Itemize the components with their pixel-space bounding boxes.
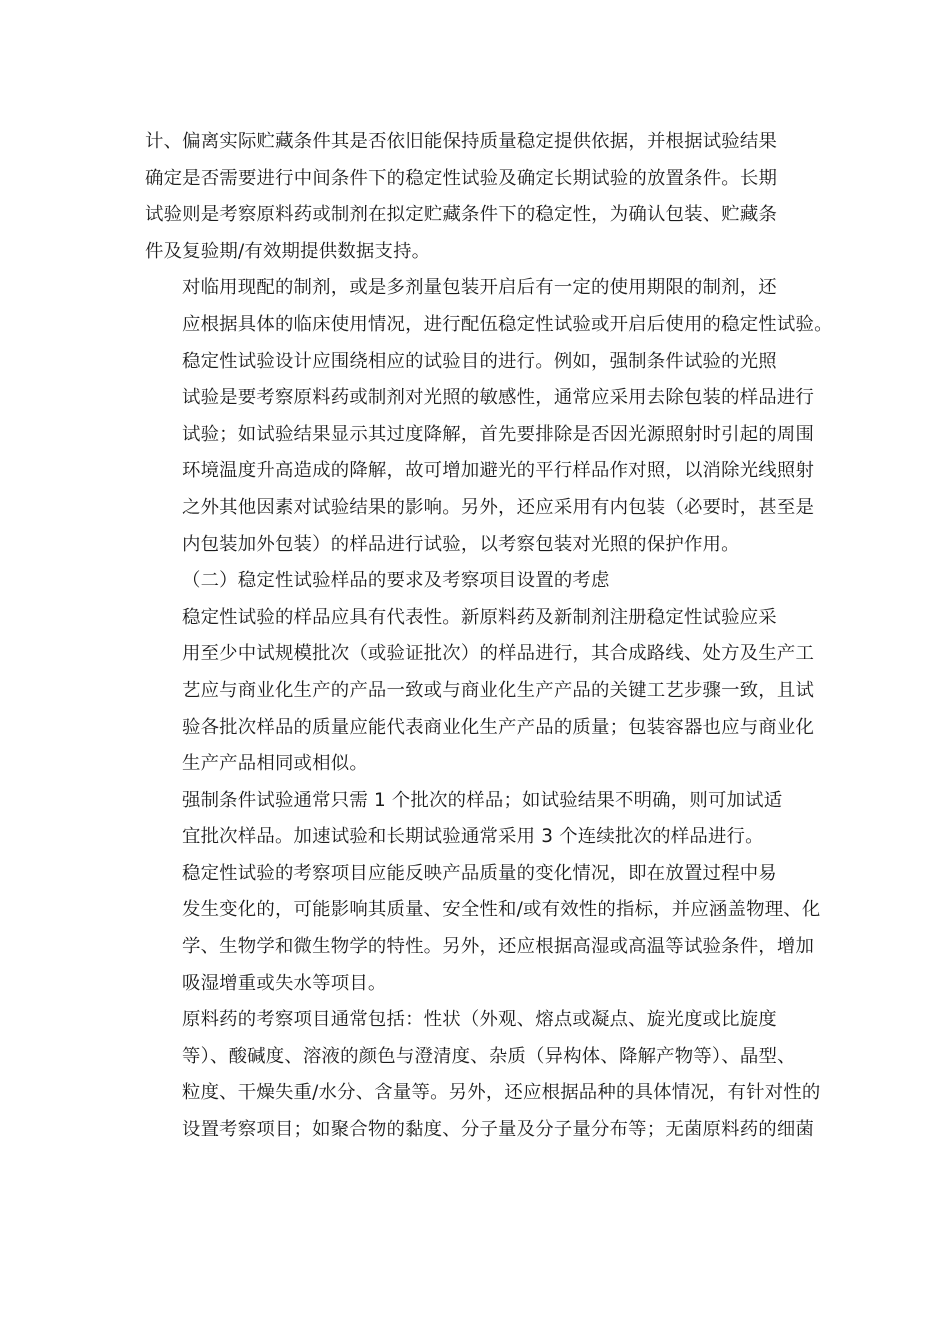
text-line: 之外其他因素对试验结果的影响。另外，还应采用有内包装（必要时，甚至是 [182, 496, 815, 518]
text-line: （二）稳定性试验样品的要求及考察项目设置的考虑 [182, 570, 610, 592]
text-line: 验各批次样品的质量应能代表商业化生产产品的质量；包装容器也应与商业化 [182, 716, 815, 738]
text-line: 艺应与商业化生产的产品一致或与商业化生产产品的关键工艺步骤一致，且试 [182, 679, 815, 701]
paragraph [145, 783, 807, 856]
text-line: 宜批次样品。加速试验和长期试验通常采用 3 个连续批次的样品进行。 [182, 826, 764, 848]
text-line: 计、偏离实际贮藏条件其是否依旧能保持质量稳定提供依据，并根据试验结果 [145, 131, 778, 152]
text-line: 学、生物学和微生物学的特性。另外，还应根据高湿或高温等试验条件，增加 [182, 936, 815, 958]
paragraph [145, 1002, 821, 1148]
text-line: 试验则是考察原料药或制剂在拟定贮藏条件下的稳定性，为确认包装、贮藏条 [145, 204, 778, 226]
text-line: 对临用现配的制剂，或是多剂量包装开启后有一定的使用期限的制剂，还 [182, 277, 777, 299]
text-line: 用至少中试规模批次（或验证批次）的样品进行，其合成路线、处方及生产工 [182, 643, 815, 665]
text-line: 确定是否需要进行中间条件下的稳定性试验及确定长期试验的放置条件。长期 [145, 167, 778, 189]
section-heading [145, 563, 807, 600]
text-line: 发生变化的，可能影响其质量、安全性和/或有效性的指标，并应涵盖物理、化 [182, 899, 821, 921]
text-line: 内包装加外包装）的样品进行试验，以考察包装对光照的保护作用。 [182, 533, 740, 555]
text-line: 稳定性试验设计应围绕相应的试验目的进行。例如，强制条件试验的光照 [182, 350, 777, 372]
text-line: 件及复验期/有效期提供数据支持。 [145, 240, 431, 262]
text-line: 吸湿增重或失水等项目。 [182, 972, 387, 994]
text-line: 粒度、干燥失重/水分、含量等。另外，还应根据品种的具体情况，有针对性的 [182, 1082, 821, 1104]
text-line: 生产产品相同或相似。 [182, 753, 368, 775]
paragraph [145, 124, 807, 270]
text-line: 设置考察项目；如聚合物的黏度、分子量及分子量分布等；无菌原料药的细菌 [182, 1119, 815, 1141]
paragraph [145, 856, 821, 1002]
paragraph [145, 600, 815, 783]
text-line: 试验是要考察原料药或制剂对光照的敏感性，通常应采用去除包装的样品进行 [182, 387, 815, 409]
text-line: 等）、酸碱度、溶液的颜色与澄清度、杂质（异构体、降解产物等）、晶型、 [182, 1045, 796, 1067]
text-line: 环境温度升高造成的降解，故可增加避光的平行样品作对照，以消除光线照射 [182, 460, 815, 482]
text-line: 稳定性试验的考察项目应能反映产品质量的变化情况，即在放置过程中易 [182, 862, 777, 884]
text-line: 应根据具体的临床使用情况，进行配伍稳定性试验或开启后使用的稳定性试验。 [182, 313, 833, 335]
paragraph [145, 270, 833, 343]
text-line: 原料药的考察项目通常包括：性状（外观、熔点或凝点、旋光度或比旋度 [182, 1009, 777, 1031]
text-line: 试验；如试验结果显示其过度降解，首先要排除是否因光源照射时引起的周围 [182, 423, 815, 445]
text-line: 稳定性试验的样品应具有代表性。新原料药及新制剂注册稳定性试验应采 [182, 606, 777, 628]
text-line: 强制条件试验通常只需 1 个批次的样品；如试验结果不明确，则可加试适 [182, 789, 783, 811]
paragraph [145, 344, 815, 564]
body-text [145, 124, 833, 1149]
